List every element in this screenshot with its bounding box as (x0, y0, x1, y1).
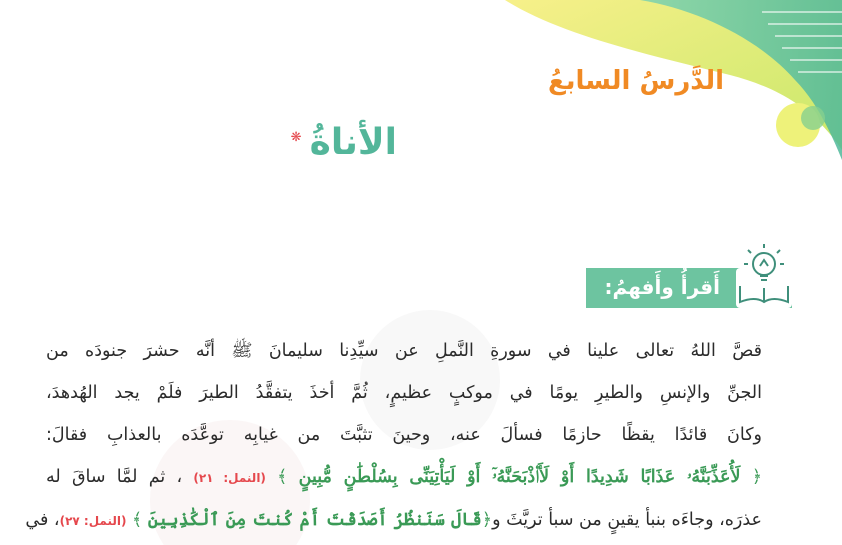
lesson-title (291, 122, 397, 163)
passage-text: عذرَه، وجاءَه بنبأ يقينٍ من سبأ تريَّثَ و (492, 510, 762, 530)
lesson-number: الدَّرسُ السابعُ (547, 66, 724, 96)
verse-reference: (النمل: ٢٧) (59, 514, 127, 528)
passage-text: ، في (25, 510, 60, 530)
quran-brace-close: ﴾ (132, 510, 143, 530)
green-dot (801, 106, 825, 130)
footnote-mark: ❋ (290, 130, 302, 145)
passage-line-quran (46, 456, 762, 499)
passage-line: وكانَ قائدًا يقظًا حازمًا فسألَ عنه، وحينَ تثبَّتَ من غيابِه توعَّدَه بالعذابِ فقالَ: (46, 425, 762, 445)
verse-reference: (النمل: ٢١) (193, 471, 266, 485)
quran-verse: قَالَ سَنَنظُرُ أَصَدَقْتَ أَمْ كُنتَ مِنَ ٱلْكَٰذِبِينَ (147, 510, 482, 530)
section-title: أَقرأُ وأَفهمُ: (604, 275, 720, 299)
passage-text: ، ثم لمَّا ساقَ له (46, 467, 183, 487)
passage-line: قصَّ اللهُ تعالى علينا في سورةِ النَّملِ عن سيِّدِنا سليمانَ ﷺ أنَّه حشرَ جنودَه من (46, 341, 762, 361)
lesson-title-text: الأناةُ (309, 122, 397, 163)
quran-verse: لَأُعَذِّبَنَّهُۥ عَذَابًا شَدِيدًا أَوْ لَأَا۟ذْبَحَنَّهُۥٓ أَوْ لَيَأْتِيَنِّى بِسُلْطَٰنٍ مُّبِينٍ (298, 467, 741, 487)
passage-line: الجنِّ والإنسِ والطيرِ يومًا في موكبٍ عظيمٍ، ثُمَّ أخذَ يتفقَّدُ الطيرَ فلَمْ يجد الهُدهدَ، (46, 383, 762, 403)
quran-brace-open: ﴿ (751, 467, 762, 487)
quran-brace-close: ﴾ (277, 467, 288, 487)
quran-brace-open: ﴿ (481, 510, 493, 530)
passage-line-quran (25, 499, 762, 542)
lightbulb-book-icon (736, 242, 792, 308)
reading-passage (25, 330, 762, 542)
